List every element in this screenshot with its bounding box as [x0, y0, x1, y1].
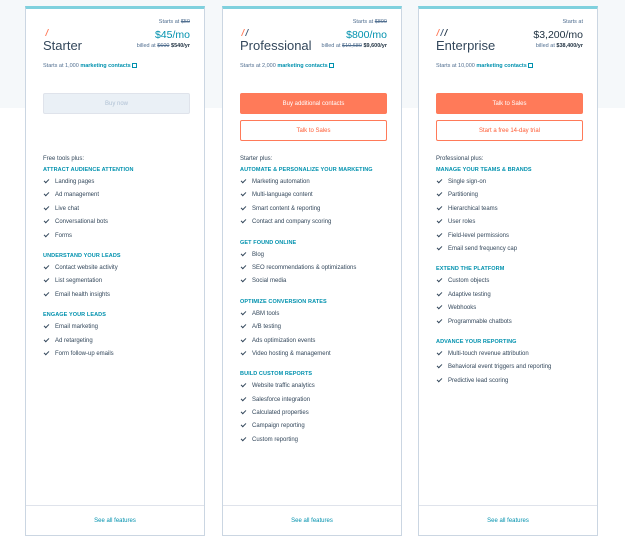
- billed-at-label: billed at: [136, 43, 156, 49]
- feature-item: Custom reporting: [240, 436, 390, 449]
- talk-to-sales-button[interactable]: Talk to Sales: [240, 120, 387, 141]
- check-icon: [241, 250, 247, 256]
- feature-item: Social media: [240, 277, 390, 290]
- check-icon: [241, 178, 247, 184]
- enterprise-tier-icon: [436, 27, 450, 37]
- feature-section-title: ADVANCE YOUR REPORTING: [436, 338, 517, 345]
- check-icon: [241, 323, 247, 329]
- plan-name: Starter: [43, 38, 83, 53]
- talk-to-sales-button[interactable]: Talk to Sales: [436, 93, 583, 114]
- marketing-contacts-link[interactable]: marketing contacts: [277, 63, 328, 69]
- old-monthly-price: $50: [180, 19, 190, 25]
- check-icon: [437, 277, 443, 283]
- check-icon: [241, 277, 247, 283]
- plan-card-professional: [222, 6, 402, 536]
- feature-item: Blog: [240, 251, 390, 264]
- check-icon: [44, 336, 50, 342]
- starter-tier-icon: [43, 27, 57, 37]
- feature-item: Adaptive testing: [436, 291, 586, 304]
- feature-item: Calculated properties: [240, 409, 390, 422]
- feature-item: Live chat: [43, 205, 193, 218]
- contacts-note: Starts at 1,000 marketing contacts: [43, 63, 137, 69]
- check-icon: [437, 317, 443, 323]
- check-icon: [437, 178, 443, 184]
- check-icon: [44, 218, 50, 224]
- check-icon: [241, 409, 247, 415]
- marketing-contacts-link[interactable]: marketing contacts: [476, 63, 527, 69]
- feature-list: [43, 156, 193, 363]
- buy-additional-contacts-button[interactable]: Buy additional contacts: [240, 93, 387, 114]
- check-icon: [241, 382, 247, 388]
- feature-item: Ad management: [43, 191, 193, 204]
- feature-section-title: BUILD CUSTOM REPORTS: [240, 371, 313, 378]
- check-icon: [437, 363, 443, 369]
- plan-name: Professional: [240, 38, 312, 53]
- external-link-icon: [132, 63, 137, 68]
- check-icon: [437, 290, 443, 296]
- yearly-price: $9,600/yr: [363, 43, 387, 49]
- plan-pricing: [322, 19, 387, 50]
- feature-item: List segmentation: [43, 277, 193, 290]
- plan-pricing: [533, 19, 583, 50]
- feature-item: Marketing automation: [240, 178, 390, 191]
- check-icon: [437, 218, 443, 224]
- feature-item: Contact and company scoring: [240, 218, 390, 231]
- feature-item: Behavioral event triggers and reporting: [436, 363, 586, 376]
- marketing-contacts-link[interactable]: marketing contacts: [80, 63, 131, 69]
- plan-card-starter: [25, 6, 205, 536]
- feature-item: Custom objects: [436, 277, 586, 290]
- old-yearly-price: $10,680: [342, 43, 362, 49]
- feature-item: Single sign-on: [436, 178, 586, 191]
- check-icon: [437, 350, 443, 356]
- starts-at-label: Starts at: [562, 19, 583, 25]
- old-yearly-price: $600: [157, 43, 170, 49]
- feature-item: Hierarchical teams: [436, 205, 586, 218]
- features-intro: Free tools plus:: [43, 156, 85, 162]
- check-icon: [241, 218, 247, 224]
- check-icon: [44, 350, 50, 356]
- see-all-features-link[interactable]: See all features: [223, 505, 401, 535]
- feature-section-title: GET FOUND ONLINE: [240, 239, 297, 246]
- feature-item: Webhooks: [436, 304, 586, 317]
- feature-section-title: EXTEND THE PLATFORM: [436, 266, 505, 273]
- feature-item: Conversational bots: [43, 218, 193, 231]
- feature-item: Campaign reporting: [240, 422, 390, 435]
- check-icon: [437, 376, 443, 382]
- check-icon: [437, 245, 443, 251]
- plan-pricing: [137, 19, 190, 50]
- feature-item: User roles: [436, 218, 586, 231]
- check-icon: [241, 350, 247, 356]
- check-icon: [44, 204, 50, 210]
- plan-card-enterprise: [418, 6, 598, 536]
- external-link-icon: [528, 63, 533, 68]
- old-monthly-price: $890: [374, 19, 387, 25]
- feature-item: Ads optimization events: [240, 337, 390, 350]
- starts-at-label: Starts at: [158, 19, 180, 25]
- feature-item: Multi-language content: [240, 191, 390, 204]
- buy-now-button[interactable]: Buy now: [43, 93, 190, 114]
- feature-section-title: MANAGE YOUR TEAMS & BRANDS: [436, 167, 532, 173]
- feature-section-title: ENGAGE YOUR LEADS: [43, 312, 107, 319]
- check-icon: [437, 204, 443, 210]
- feature-item: Smart content & reporting: [240, 205, 390, 218]
- contacts-note: Starts at 10,000 marketing contacts: [436, 63, 533, 69]
- yearly-price: $540/yr: [171, 43, 190, 49]
- check-icon: [437, 304, 443, 310]
- billed-at-label: billed at: [321, 43, 341, 49]
- feature-item: Email send frequency cap: [436, 245, 586, 258]
- check-icon: [241, 336, 247, 342]
- contacts-note: Starts at 2,000 marketing contacts: [240, 63, 334, 69]
- check-icon: [241, 204, 247, 210]
- feature-list: [240, 156, 390, 449]
- external-link-icon: [329, 63, 334, 68]
- check-icon: [44, 277, 50, 283]
- check-icon: [437, 191, 443, 197]
- feature-item: SEO recommendations & optimizations: [240, 264, 390, 277]
- feature-item: Field-level permissions: [436, 232, 586, 245]
- check-icon: [241, 436, 247, 442]
- starts-at-label: Starts at: [352, 19, 374, 25]
- feature-section-title: AUTOMATE & PERSONALIZE YOUR MARKETING: [240, 167, 373, 173]
- feature-item: ABM tools: [240, 310, 390, 323]
- feature-item: Website traffic analytics: [240, 382, 390, 395]
- feature-item: Ad retargeting: [43, 337, 193, 350]
- check-icon: [44, 290, 50, 296]
- monthly-price: $800/mo: [346, 29, 387, 41]
- check-icon: [44, 323, 50, 329]
- monthly-price: $3,200/mo: [533, 29, 583, 41]
- yearly-price: $38,400/yr: [556, 43, 583, 49]
- feature-list: [436, 156, 586, 390]
- feature-item: Multi-touch revenue attribution: [436, 350, 586, 363]
- monthly-price: $45/mo: [154, 29, 190, 41]
- feature-item: Forms: [43, 232, 193, 245]
- feature-item: Programmable chatbots: [436, 318, 586, 331]
- feature-item: Email marketing: [43, 323, 193, 336]
- check-icon: [241, 309, 247, 315]
- features-intro: Professional plus:: [436, 156, 484, 162]
- check-icon: [241, 422, 247, 428]
- feature-item: Salesforce integration: [240, 396, 390, 409]
- check-icon: [44, 191, 50, 197]
- check-icon: [44, 231, 50, 237]
- start-free-trial-button[interactable]: Start a free 14-day trial: [436, 120, 583, 141]
- professional-tier-icon: [240, 27, 254, 37]
- feature-item: Predictive lead scoring: [436, 377, 586, 390]
- feature-item: Partitioning: [436, 191, 586, 204]
- see-all-features-link[interactable]: See all features: [419, 505, 597, 535]
- features-intro: Starter plus:: [240, 156, 273, 162]
- feature-item: Email health insights: [43, 291, 193, 304]
- feature-item: Form follow-up emails: [43, 350, 193, 363]
- feature-item: Contact website activity: [43, 264, 193, 277]
- check-icon: [44, 264, 50, 270]
- billed-at-label: billed at: [535, 43, 555, 49]
- plan-name: Enterprise: [436, 38, 496, 53]
- check-icon: [241, 191, 247, 197]
- feature-section-title: ATTRACT AUDIENCE ATTENTION: [43, 167, 134, 173]
- check-icon: [241, 395, 247, 401]
- see-all-features-link[interactable]: See all features: [26, 505, 204, 535]
- feature-section-title: OPTIMIZE CONVERSION RATES: [240, 298, 327, 305]
- feature-item: A/B testing: [240, 323, 390, 336]
- feature-section-title: UNDERSTAND YOUR LEADS: [43, 252, 121, 259]
- check-icon: [437, 231, 443, 237]
- feature-item: Landing pages: [43, 178, 193, 191]
- check-icon: [44, 178, 50, 184]
- feature-item: Video hosting & management: [240, 350, 390, 363]
- check-icon: [241, 264, 247, 270]
